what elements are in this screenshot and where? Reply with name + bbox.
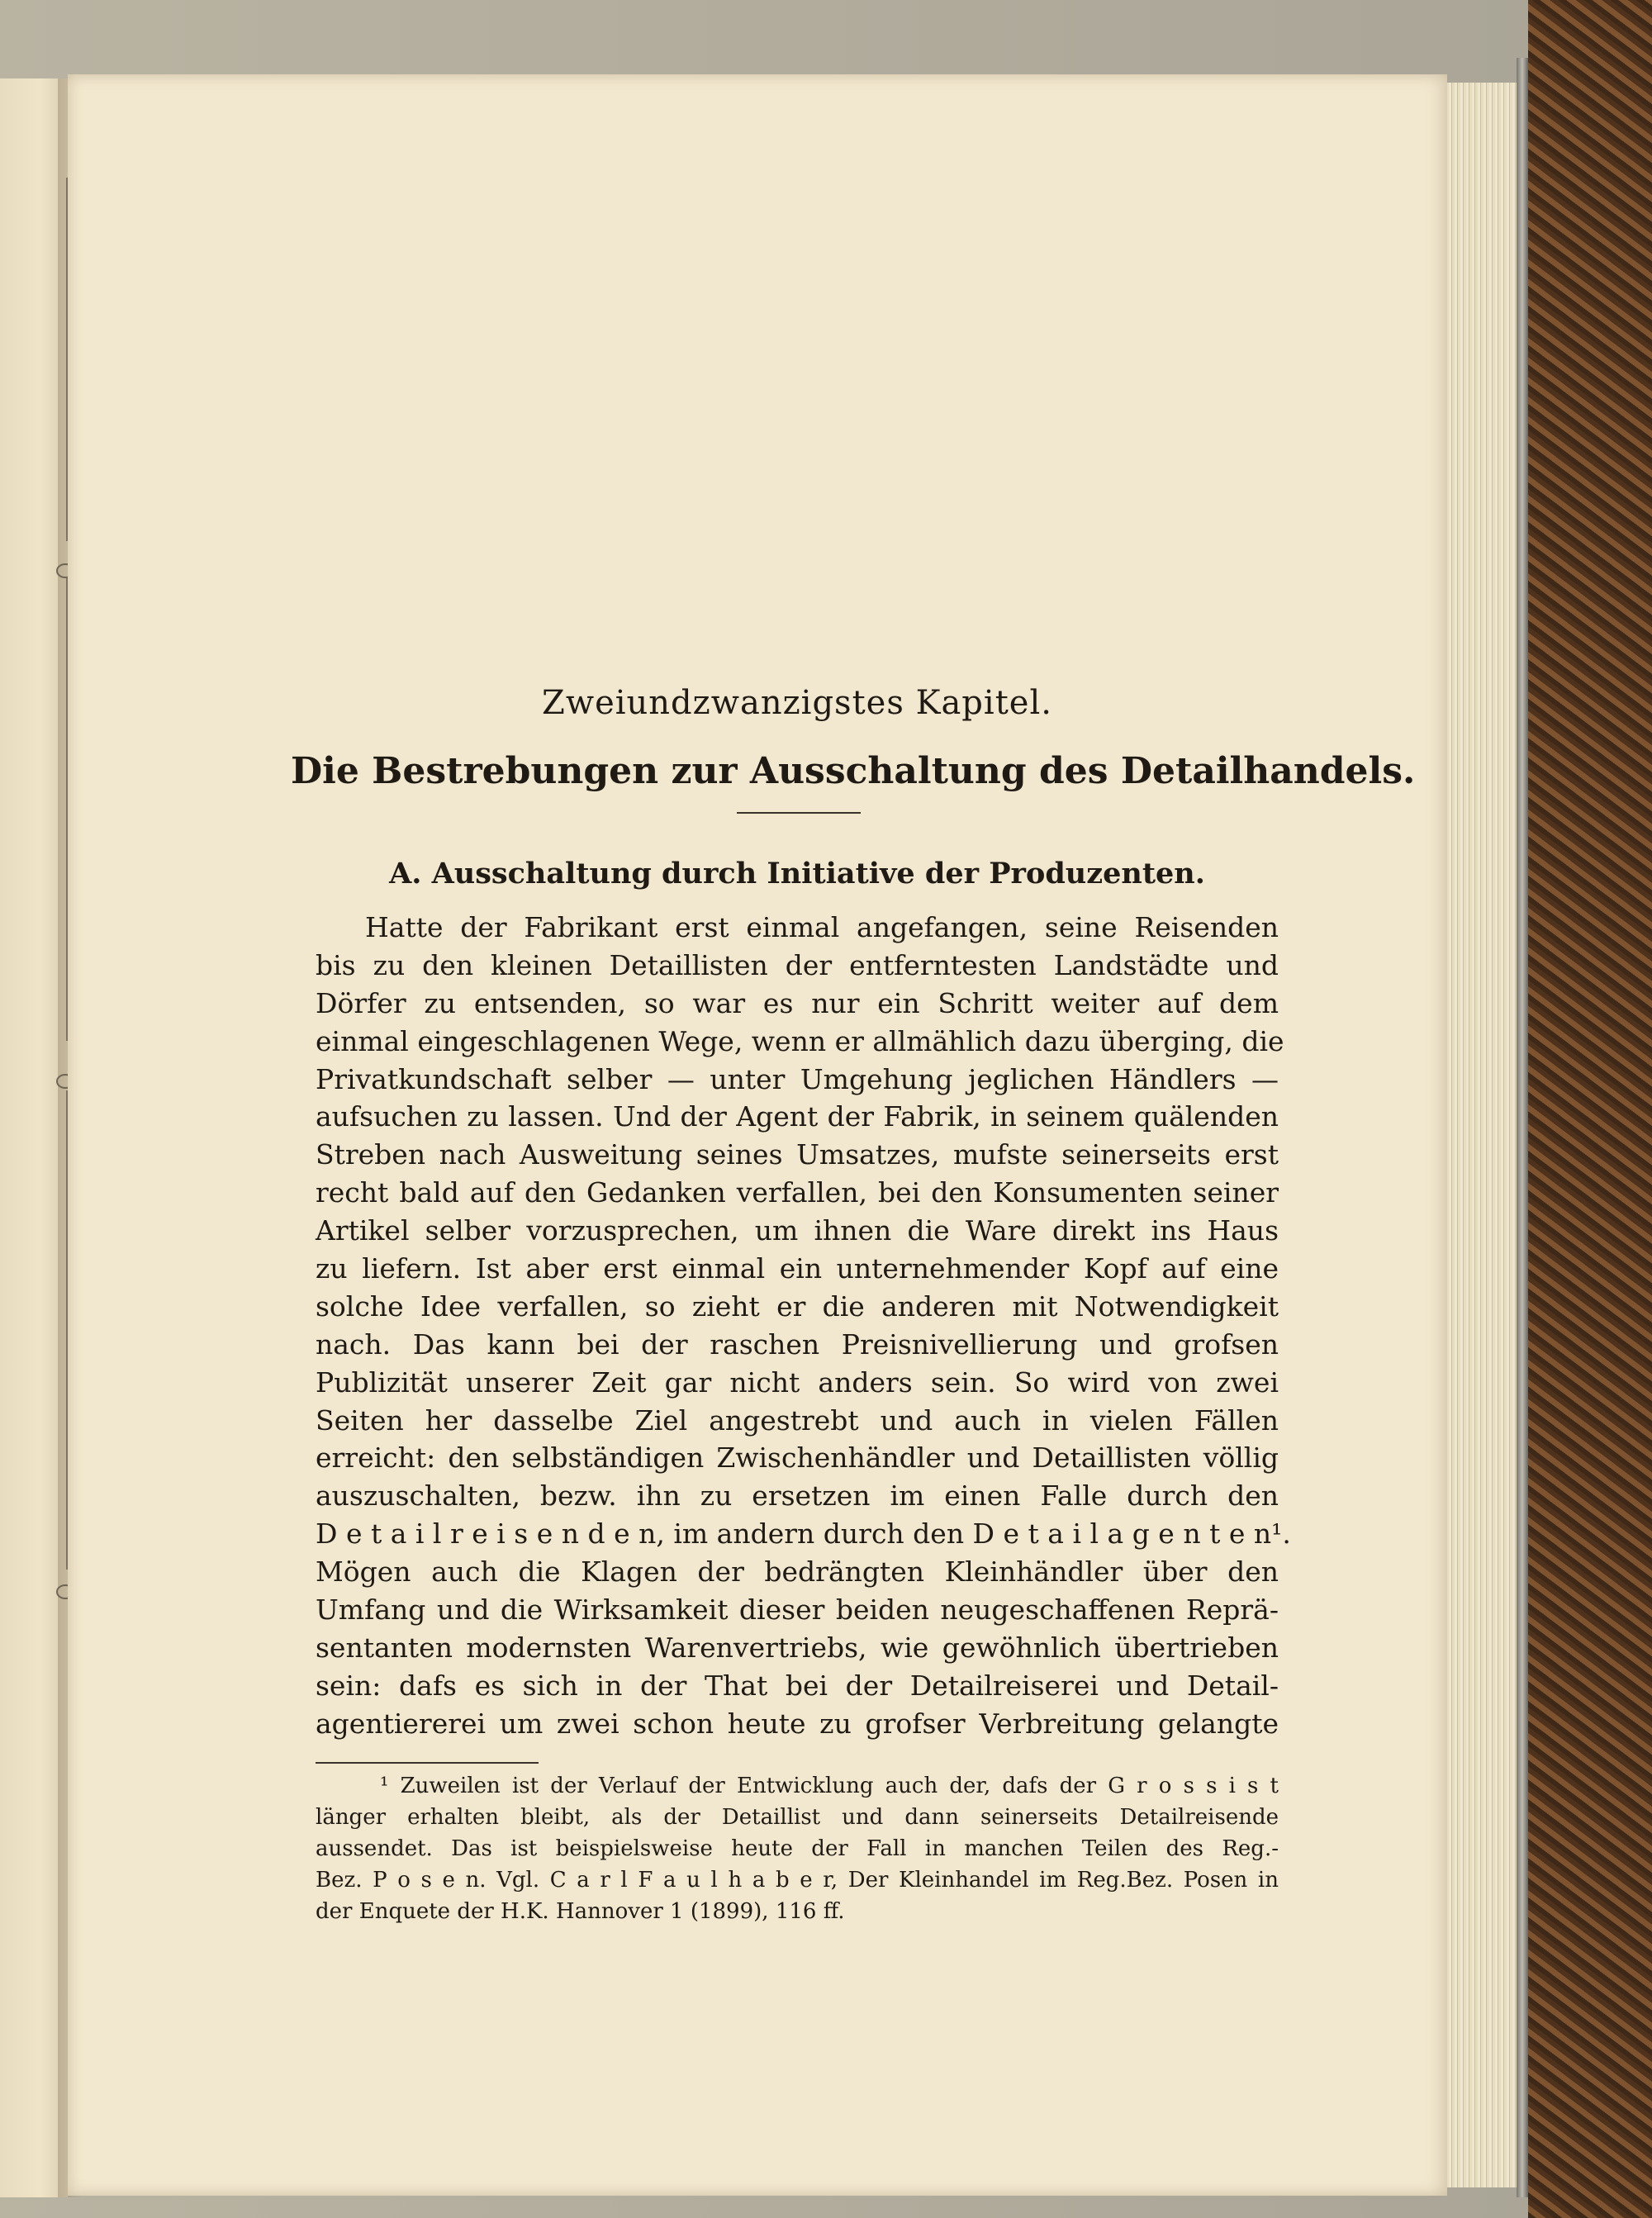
body-line: agentiererei um zwei schon heute zu grofser Verbreitung gelangte bbox=[316, 1707, 1279, 1740]
body-line: erreicht: den selbständigen Zwischenhändler und Detaillisten völlig bbox=[316, 1441, 1279, 1475]
footnote-line: der Enquete der H.K. Hannover 1 (1899), 116 ff. bbox=[316, 1899, 845, 1924]
body-line: Seiten her dasselbe Ziel angestrebt und auch in vielen Fällen bbox=[316, 1403, 1279, 1437]
body-line: Dörfer zu entsenden, so war es nur ein Schritt weiter auf dem bbox=[316, 986, 1279, 1019]
body-line: sein: dafs es sich in der That bei der Detailreiserei und Detail- bbox=[316, 1669, 1279, 1702]
body-line: bis zu den kleinen Detaillisten der entferntesten Landstädte und bbox=[316, 948, 1279, 981]
body-line: Publizität unserer Zeit gar nicht anders sein. So wird von zwei bbox=[316, 1365, 1279, 1399]
footnote-line: ¹ Zuweilen ist der Verlauf der Entwicklung auch der, dafs der G r o s s i s t bbox=[380, 1774, 1279, 1798]
body-line: sentanten modernsten Warenvertriebs, wie gewöhnlich übertrieben bbox=[316, 1631, 1279, 1664]
footnote bbox=[316, 1770, 1279, 1927]
body-line: zu liefern. Ist aber erst einmal ein unternehmender Kopf auf eine bbox=[316, 1252, 1279, 1285]
body-line: einmal eingeschlagenen Wege, wenn er allmählich dazu überging, die bbox=[316, 1024, 1284, 1057]
book-board-edge bbox=[1517, 58, 1528, 2197]
body-line: Privatkundschaft selber — unter Umgehung jeglichen Händlers — bbox=[316, 1062, 1279, 1095]
body-line: Mögen auch die Klagen der bedrängten Kleinhändler über den bbox=[316, 1555, 1279, 1589]
footnote-divider bbox=[316, 1762, 539, 1764]
body-line: nach. Das kann bei der raschen Preisnivellierung und grofsen bbox=[316, 1327, 1279, 1361]
body-line: solche Idee verfallen, so zieht er die anderen mit Notwendigkeit bbox=[316, 1289, 1279, 1323]
body-line: aufsuchen zu lassen. Und der Agent der Fabrik, in seinem quälenden bbox=[316, 1100, 1279, 1133]
body-line: D e t a i l r e i s e n d e n, im andern durch den D e t a i l a g e n t e n¹. bbox=[316, 1517, 1291, 1551]
body-line: Streben nach Ausweitung seines Umsatzes, mufste seinerseits erst bbox=[316, 1138, 1279, 1171]
body-line: Artikel selber vorzusprechen, um ihnen die Ware direkt ins Haus bbox=[316, 1214, 1279, 1247]
page-block-edges bbox=[1437, 83, 1517, 2187]
body-line: auszuschalten, bezw. ihn zu ersetzen im einen Falle durch den bbox=[316, 1479, 1279, 1513]
chapter-number: Zweiundzwanzigstes Kapitel. bbox=[542, 684, 1052, 722]
book-page bbox=[68, 74, 1447, 2196]
title-divider bbox=[737, 812, 861, 814]
footnote-line: Bez. P o s e n. Vgl. C a r l F a u l h a b e r, Der Kleinhandel im Reg.Bez. Posen in bbox=[316, 1868, 1279, 1893]
body-paragraph bbox=[316, 909, 1291, 1743]
body-line: Hatte der Fabrikant erst einmal angefangen, seine Reisenden bbox=[365, 911, 1279, 943]
book-cover-marbled bbox=[1528, 0, 1652, 2218]
chapter-title: Die Bestrebungen zur Ausschaltung des Detailhandels. bbox=[291, 750, 1416, 792]
section-heading: A. Ausschaltung durch Initiative der Produzenten. bbox=[389, 857, 1205, 891]
body-line: recht bald auf den Gedanken verfallen, bei den Konsumenten seiner bbox=[316, 1176, 1279, 1209]
footnote-line: länger erhalten bleibt, als der Detaillist und dann seinerseits Detailreisende bbox=[316, 1805, 1279, 1830]
body-line: Umfang und die Wirksamkeit dieser beiden neugeschaffenen Reprä- bbox=[316, 1593, 1279, 1627]
footnote-line: aussendet. Das ist beispielsweise heute der Fall in manchen Teilen des Reg.- bbox=[316, 1836, 1279, 1861]
